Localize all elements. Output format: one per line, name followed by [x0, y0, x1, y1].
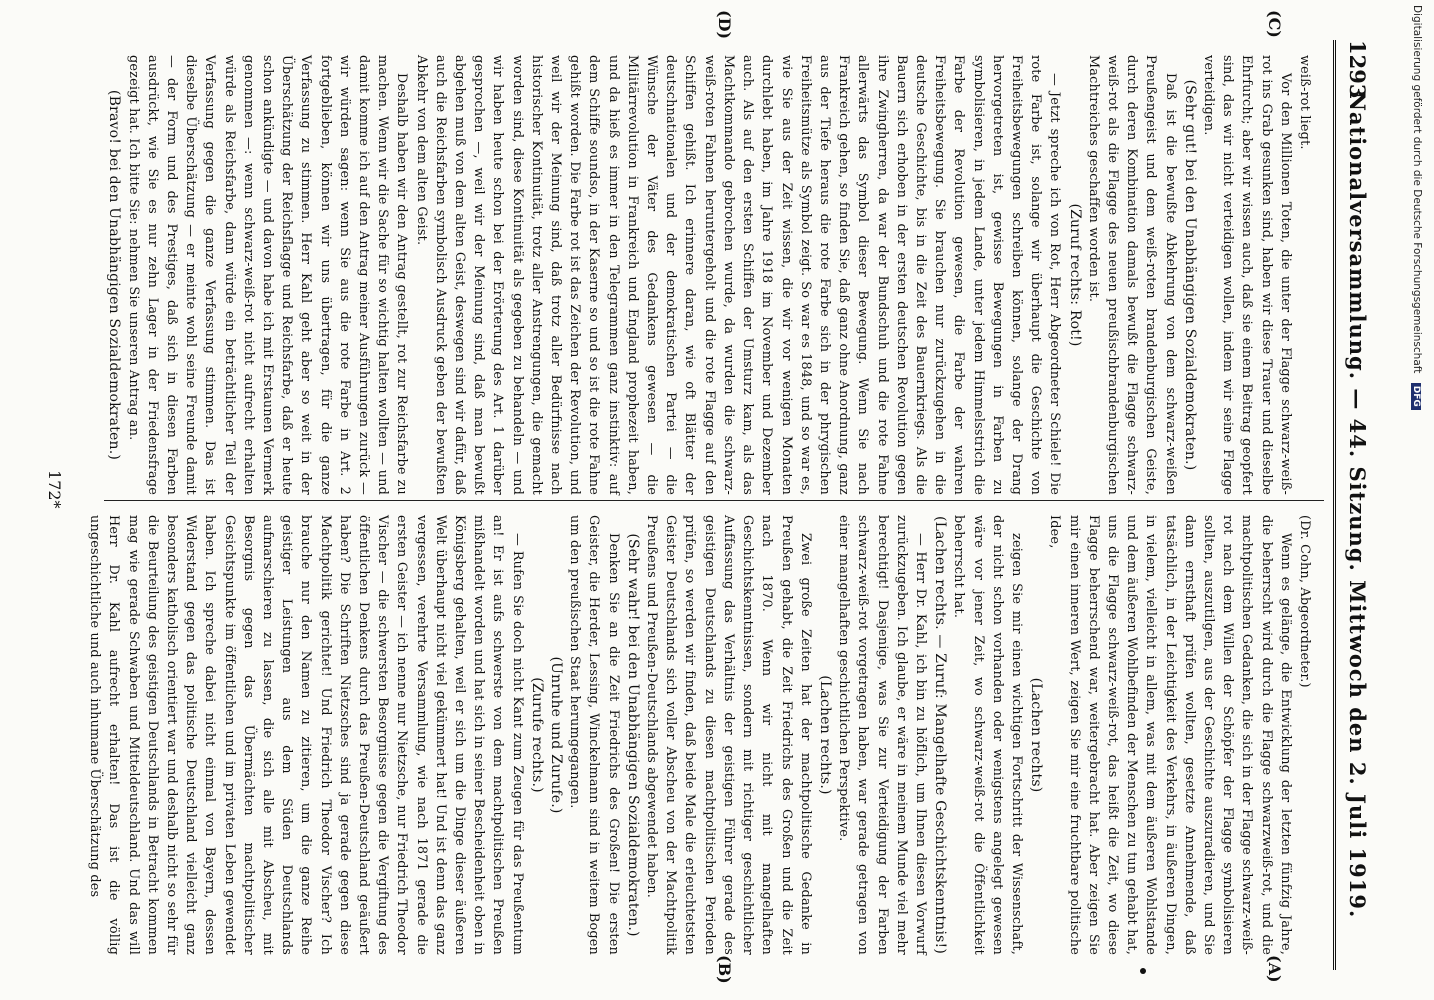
paragraph: — Herr Dr. Kahl, ich bin zu höflich, um Ihnen diesen Vorwurf zurückzugeben. Ich glaube, er wäre in meinem Munde viel mehr berechtigt! Dasjenige, was Sie zur Verteidigung der Farben schwarz-weiß-rot vorgetragen haben, war gerade getragen von einer mangelhaften geschichtlichen Perspektive. — [836, 515, 928, 955]
paragraph: (Zuruf rechts: Rot!) — [1066, 203, 1083, 347]
right-column — [85, 515, 1314, 955]
paragraph: (Lachen rechts) — [1028, 677, 1045, 793]
paragraph: (Lachen rechts.) — [816, 675, 833, 795]
paragraph: Denken Sie an die Zeit Friedrichs des Großen! Die ersten Geister, die Herder, Lessing, Winckelmann sind in weitem Bogen um den preußischen Staat herumgegangen. — [567, 515, 621, 955]
paragraph: Daß ist die bewußte Abkehrung von dem schwarz-weißen Preußengeist und dem weiß-roten brandenburgischen Geiste, durch deren Kombination damals bewußt die Flagge schwarz-weiß-rot als die Flagge des neuen preußischbrandenburgischen Machtreiches geschaffen worden ist. — [1085, 55, 1178, 495]
left-column — [104, 55, 1314, 495]
speck — [1140, 968, 1146, 974]
margin-mark-b: (B) — [715, 955, 734, 984]
paragraph: (Sehr gut! bei den Unabhängigen Sozialdemokraten.) — [1181, 79, 1198, 471]
paragraph: Wenn es gelänge, die Entwicklung der letzten fünfzig Jahre, die beherrscht wird durch die Flagge schwarzweiß-rot, und die machtpolitischen Gedanken, die sich in der Flagge schwarz-weiß-rot nach dem Willen der Schöpfer der Flagge symbolisieren sollten, auszutilgen, aus der Geschichte auszuradieren, und Sie dann ernsthaft prüfen wollten, gesetzte Annehmende, daß tatsächlich, in der Leichtigkeit des Verkehrs, in äußeren Dingen, in vielem, vielleicht in allem, was mit dem äußeren Wohlstande und dem äußeren Wohlbefinden der Menschen zu tun gehabt hat, uns die Flagge schwarz-weiß-rot, das heißt die Zeit, wo diese Flagge beherrschend war, weitergebracht hat. Aber zeigen Sie mir einen inneren Wert, zeigen Sie mir eine fruchtbare politische Idee, — [1047, 515, 1293, 955]
footer-page-mark: 172* — [45, 470, 64, 509]
paragraph: — Rufen Sie doch nicht Kant zum Zeugen für das Preußentum an! Er ist aufs schwerste von dem machtpolitischen Preußen mißhandelt worden und hat sich in seiner Bescheidenheit oben in Königsberg gehalten, weil er sich um die Dinge dieser äußeren Welt überhaupt nicht viel gekümmert hat! Und ist denn das ganz vergessen, verehrte Versammlung, wie nach 1871 gerade die ersten Geister — ich nenne nur Nietzsche, nur Friedrich Theodor Vischer — die schwersten Besorgnisse gegen die Vergiftung des öffentlichen Denkens durch das Preußen-Deutschland geäußert haben? Die Schriften Nietzsches sind ja gerade gegen diese Machtpolitik gerichtet! Und Friedrich Theodor Vischer? Ich brauche nur den Namen zu zitieren, um die ganze Reihe geistiger Leistungen aus dem Süden Deutschlands aufmarschieren zu lassen, die sich alle mit Abscheu, mit Besorgnis gegen das Übermächten machtpolitischer Gesichtspunkte im öffentlichen und im privaten Leben gewendet haben. Ich spreche dabei nicht einmal von Bayern, dessen Widerstand gegen das politische Deutschland vielleicht ganz besonders katholisch orientiert war und deshalb nicht so sehr für die Beurteilung des geistigen Deutschlands in Betracht kommen mag wie gerade Schwaben und Mitteldeutschland. Und das will Herr Dr. Kahl aufrecht erhalten! Das ist die völlig ungeschichtliche und auch inhumane Überschätzung des — [87, 515, 525, 955]
digitization-credit — [1405, 0, 1427, 1000]
paragraph: (Dr. Cohn, Abgeordneter.) — [1297, 515, 1312, 688]
margin-mark-d: (D) — [715, 10, 734, 40]
paragraph: — Jetzt spreche ich von Rot, Herr Abgeordneter Schiele! Die rote Farbe ist, solange wir überhaupt die Geschichte von Freiheitsbewegungen schreiben können, solange der Drang hervorgetreten ist, gewisse Bewegungen in Farben zu symbolisieren, in jedem Lande, unter jedem Himmelsstrich die Farbe der Revolution gewesen, die Farbe der wahren Freiheitsbewegung. Sie brauchen nur zurückzugehen in die deutsche Geschichte, bis in die Zeit des Bauernkriegs. Als die Bauern sich erhoben in der ersten deutschen Revolution gegen ihre Zwingherren, da war der Bundschuh und die rote Fahne allerwärts das Symbol dieser Bewegung. Wenn Sie nach Frankreich gehen, so finden Sie, daß ganz ohne Anordnung, ganz aus der Tiefe heraus die rote Farbe sich in der phrygischen Freiheitsmütze als Symbol zeigt. So war es 1848, und so war es, wie Sie aus der Zeit wissen, die wir vor wenigen Monaten durchlebt haben, im Jahre 1918 im November und Dezember auch. Als auf den ersten Schiffen der Umsturz kam, als das Machtkommando gebrochen wurde, da wurden die schwarz-weiß-roten Fahnen heruntergeholt und die rote Flagge auf den Schiffen gehißt. Ich erinnere daran, wie oft Blätter der deutschnationalen und der demokratischen Partei — die Wünsche der Väter des Gedankens gewesen — die Militärrevolution in Frankreich und England prophezeit haben, und da hieß es immer in den Telegrammen ganz instinktiv: auf dem Schiffe soundso, in der Kaserne so und so ist die rote Fahne gehißt worden. Die Farbe rot ist das Zeichen der Revolution, und weil wir der Meinung sind, daß trotz aller Bedürfnisse nach historischer Kontinuität, trotz aller Anstrengungen, die gemacht worden sind, diese Kontinuität als gegeben zu behandeln — und wir haben heute schon bei der Erörterung des Art. 1 darüber gesprochen —, weil wir der Meinung sind, daß man bewußt abgehen muß von dem alten Geist, deswegen sind wir dafür, daß auch die Reichsfarben symbolisch Ausdruck geben der bewußten Abkehr von dem alten Geist. — [413, 55, 1063, 495]
paragraph: (Unruhe und Zurufe.) — [548, 656, 565, 814]
paragraph: Deshalb haben wir den Antrag gestellt, rot zur Reichsfarbe zu machen. Wenn wir die Sache für so wichtig halten wollten — und damit komme ich auf den Antrag meiner Ausführungen zurück — wir würden sagen: wenn Sie aus die rote Farbe in Art. 2 fortgeblieben, können wir uns übertragen, für die ganze Verfassung zu stimmen. Herr Kahl geht aber so weit in der Überschätzung der Reichsflagge und Reichsfarbe, daß er heute schon ankündigte — und davon habe ich mit Erstaunen Vermerk genommen —: wenn schwarz-weiß-rot nicht aufrecht erhalten würde als Reichsfarbe, dann würde ein beträchtlicher Teil der Verfassung gegen die ganze Verfassung stimmen. Das ist dieselbe Überschätzung — er meinte wohl seine Freunde damit — der Form und des Prestiges, daß sich in diesen Farben ausdrückt, wie Sie es nur zehn Lager in der Friedensfrage gezeigt hat. Ich bitte Sie: nehmen Sie unseren Antrag an. — [125, 55, 410, 495]
margin-mark-c: (C) — [1265, 10, 1284, 38]
paragraph: (Sehr wahr! bei den Unabhängigen Sozialdemokraten.) — [624, 533, 641, 937]
margin-mark-a: (A) — [1265, 955, 1284, 983]
credit-text: Digitalisierung gefördert durch die Deutsche Forschungsgemeinschaft — [1411, 5, 1423, 374]
page-header — [1333, 40, 1376, 970]
column-divider — [104, 500, 1324, 501]
paragraph: Vor den Millionen Toten, die unter der Flagge schwarz-weiß-rot ins Grab gesunken sind, haben wir diese Trauer und dieselbe Ehrfurcht; aber wir wissen auch, daß sie einem Beitrag geopfert sind, das wir nicht verteidigen wollen, indem wir seine Flagge verteidigen. — [1200, 55, 1293, 495]
paragraph: (Zurufe rechts.) — [528, 677, 545, 793]
page-number: 1293 — [1345, 40, 1370, 99]
page-title: Nationalversammlung. — 44. Sitzung. Mittwoch den 2. Juli 1919. — [1345, 91, 1370, 919]
paragraph: (Lachen rechts. — Zuruf: Mangelhafte Geschichtskenntnis!) — [932, 515, 949, 955]
paragraph: zeigen Sie mir einen wichtigen Fortschritt der Wissenschaft, der nicht schon vorhanden oder wenigstens angelegt gewesen wäre vor jener Zeit, wo schwarz-weiß-rot die Öffentlichkeit beherrscht hat. — [951, 515, 1024, 955]
paragraph: (Bravo! bei den Unabhängigen Sozialdemokraten.) — [106, 89, 123, 461]
paragraph: weiß-rot liegt. — [1297, 55, 1312, 150]
dfg-logo: DFG — [1411, 383, 1421, 410]
paragraph: Zwei große Zeiten hat der machtpolitische Gedanke in Preußen gehabt, die Zeit Friedrichs des Großen und die Zeit nach 1870. Wenn wir nicht mit mangelhaften Geschichtskenntnissen, sondern mit richtiger geschichtlicher Auffassung das Verhältnis der geistigen Führer gerade des geistigen Deutschlands zu diesen machtpolitischen Perioden prüfen, so werden wir finden, daß beide Male die erleuchtetsten Geister Deutschlands sich voller Abscheu von der Machtpolitik Preußens und Preußen-Deutschlands abgewendet haben. — [644, 515, 813, 955]
